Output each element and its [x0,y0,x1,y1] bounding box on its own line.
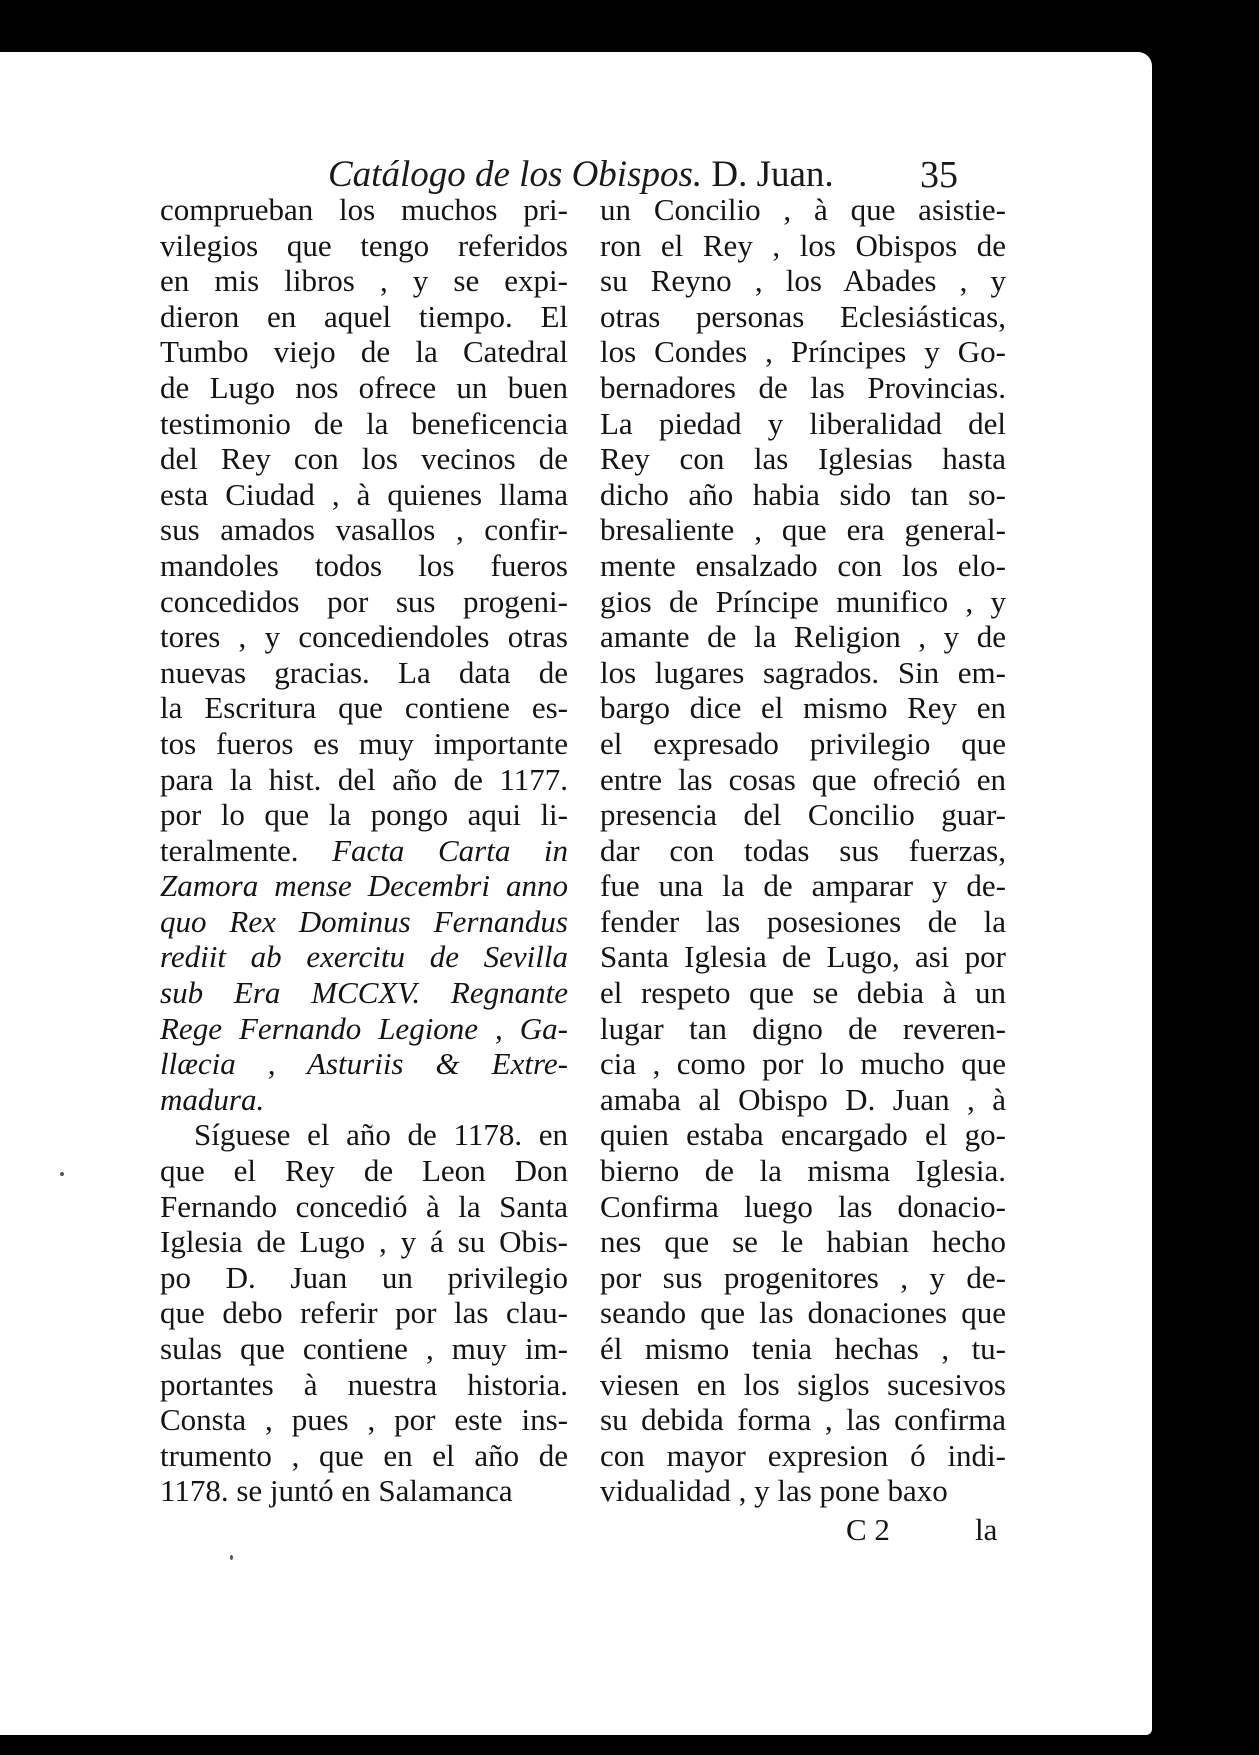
right-text-line: fue una la de amparar y de- [600,868,1006,904]
left-text-line: dieron en aquel tiempo. El [160,298,568,334]
right-text-line: seando que las donaciones que [600,1295,1006,1331]
right-text-line: quien estaba encargado el go- [600,1117,1006,1153]
left-text-line: sulas que contiene , muy im- [160,1331,568,1366]
left-text-line: portantes à nuestra historia. [160,1366,568,1402]
right-text-line: amante de la Religion , y de [600,619,1006,655]
left-text-line: quo Rex Dominus Fernandus [160,903,568,939]
right-text-line: lugar tan digno de reveren- [600,1010,1006,1046]
right-text-line: vidualidad , y las pone baxo [600,1473,948,1509]
left-text-line: rediit ab exercitu de Sevilla [160,939,568,975]
ink-speck [60,1172,64,1176]
left-text-line: sus amados vasallos , confir- [160,512,568,548]
right-text-line: presencia del Concilio guar- [600,797,1006,833]
left-text-line: Tumbo viejo de la Catedral [160,334,568,370]
left-text-line: Consta , pues , por este ins- [160,1402,568,1438]
right-text-line: su Reyno , los Abades , y [600,263,1006,299]
right-text-line: los lugares sagrados. Sin em- [600,654,1006,690]
right-text-line: mente ensalzado con los elo- [600,547,1006,583]
right-text-line: su debida forma , las confirma [600,1402,1006,1438]
left-text-line: comprueban los muchos pri- [160,192,568,227]
book-page [0,52,1152,1735]
right-text-line: dar con todas sus fuerzas, [600,832,1006,868]
right-text-line: Confirma luego las donacio- [600,1188,1006,1224]
left-text-line: en mis libros , y se expi- [160,263,568,299]
left-text-line: concedidos por sus progeni- [160,583,568,619]
right-text-line: viesen en los siglos sucesivos [600,1366,1006,1402]
left-text-line: tos fueros es muy importante [160,725,568,761]
left-text-line: tores , y concediendoles otras [160,619,568,655]
right-text-line: el respeto que se debia à un [600,975,1006,1011]
right-text-line: él mismo tenia hechas , tu- [600,1331,1006,1366]
right-text-line: el expresado privilegio que [600,725,1006,761]
left-text-line: Iglesia de Lugo , y á su Obis- [160,1224,568,1260]
left-text-line: llæcia , Asturiis & Extre- [160,1046,568,1082]
right-text-column [600,192,1006,1509]
right-text-line: nes que se le habian hecho [600,1224,1006,1260]
left-text-line: mandoles todos los fueros [160,547,568,583]
right-text-line: los Condes , Príncipes y Go- [600,334,1006,370]
right-text-line: Santa Iglesia de Lugo, asi por [600,939,1006,975]
catchword: la [975,1512,998,1547]
right-text-line: Rey con las Iglesias hasta [600,441,1006,477]
ink-speck [230,1555,233,1560]
left-text-line: nuevas gracias. La data de [160,654,568,690]
right-text-line: bresaliente , que era general- [600,512,1006,548]
left-text-line: esta Ciudad , à quienes llama [160,476,568,512]
right-text-line: entre las cosas que ofreció en [600,761,1006,797]
left-text-line: para la hist. del año de 1177. [160,761,568,797]
signature-mark: C 2 [846,1512,890,1547]
left-text-line: del Rey con los vecinos de [160,441,568,477]
left-text-line: por lo que la pongo aqui li- [160,797,568,833]
left-text-line: que debo referir por las clau- [160,1295,568,1331]
left-text-line: sub Era MCCXV. Regnante [160,975,568,1011]
left-text-line: la Escritura que contiene es- [160,690,568,726]
right-text-line: bargo dice el mismo Rey en [600,690,1006,726]
running-title [328,153,834,196]
right-text-line: gios de Príncipe munifico , y [600,583,1006,619]
right-text-line: por sus progenitores , y de- [600,1259,1006,1295]
left-text-line: madura. [160,1081,265,1117]
left-text-column [160,192,568,1509]
left-text-line: que el Rey de Leon Don [160,1153,568,1189]
left-text-line: teralmente. Facta Carta in [160,832,569,868]
left-text-line: Zamora mense Decembri anno [160,868,568,904]
left-text-line: de Lugo nos ofrece un buen [160,369,568,405]
right-text-line: bernadores de las Provincias. [600,369,1006,405]
left-text-line: Síguese el año de 1178. en [194,1117,568,1153]
right-text-line: amaba al Obispo D. Juan , à [600,1081,1006,1117]
left-text-line: po D. Juan un privilegio [160,1259,568,1295]
left-text-line: testimonio de la beneficencia [160,405,568,441]
right-text-line: dicho año habia sido tan so- [600,476,1006,512]
left-text-line: trumento , que en el año de [160,1437,568,1473]
right-text-line: otras personas Eclesiásticas, [600,298,1006,334]
right-text-line: un Concilio , à que asistie- [600,192,1006,227]
right-text-line: ron el Rey , los Obispos de [600,227,1006,263]
left-text-line: Fernando concedió à la Santa [160,1188,568,1224]
left-text-line: vilegios que tengo referidos [160,227,568,263]
right-text-line: La piedad y liberalidad del [600,405,1006,441]
running-title-italic: Catálogo de los Obispos. [328,154,703,195]
right-text-line: cia , como por lo mucho que [600,1046,1006,1082]
left-text-line: 1178. se juntó en Salamanca [160,1473,513,1509]
left-text-line: Rege Fernando Legione , Ga- [160,1010,568,1046]
right-text-line: bierno de la misma Iglesia. [600,1153,1006,1189]
right-text-line: con mayor expresion ó indi- [600,1437,1006,1473]
right-text-line: fender las posesiones de la [600,903,1006,939]
page-number: 35 [920,154,958,196]
running-title-roman: D. Juan. [711,154,834,195]
